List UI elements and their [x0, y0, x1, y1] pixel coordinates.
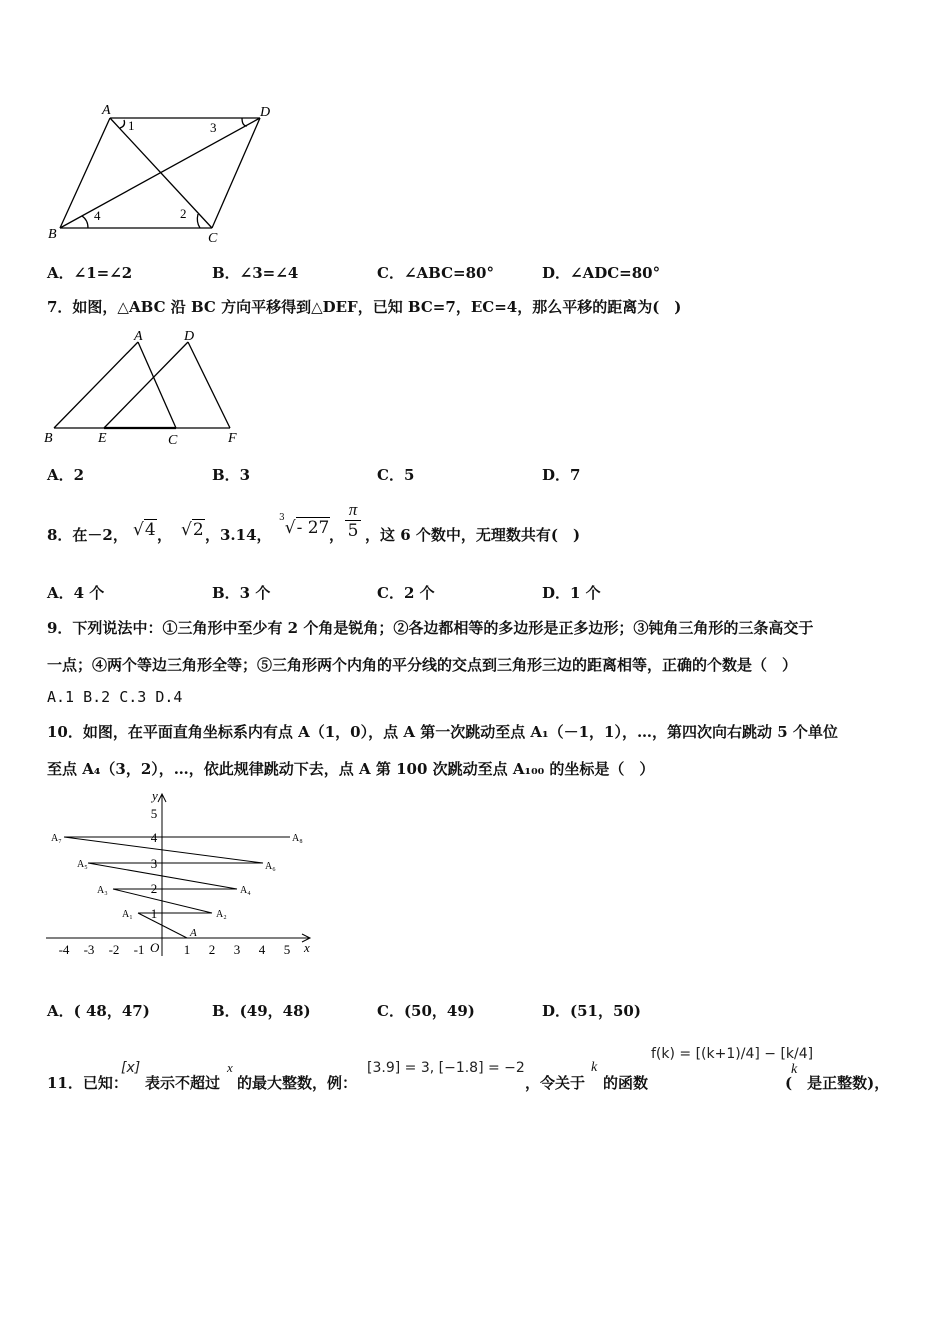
q10-option-c: C．(50，49) — [377, 1002, 475, 1020]
y-tick: 3 — [150, 856, 158, 871]
q8-option-c: C．2 个 — [377, 584, 435, 602]
q6-option-b: B．∠3=∠4 — [212, 264, 299, 282]
point-A6: A₆ — [265, 861, 276, 872]
floor-example: [3.9] = 3, [−1.8] = −2 — [367, 1060, 525, 1076]
q9-line1: 9．下列说法中：①三角形中至少有 2 个角是锐角；②各边都相等的多边形是正多边形；③钝角三角形的三条高交于 — [47, 619, 814, 637]
vertex-C: C — [168, 433, 178, 448]
q6-figure — [40, 98, 280, 246]
vertex-C: C — [208, 231, 218, 246]
var-k: k — [591, 1060, 598, 1075]
cbrt-radicand: - 27 — [296, 518, 330, 538]
x-tick: -1 — [133, 942, 145, 957]
sqrt-2-radicand: 2 — [192, 520, 204, 540]
x-tick: 3 — [233, 942, 241, 957]
point-A1: A₁ — [122, 909, 133, 920]
point-A3: A₃ — [97, 885, 108, 896]
x-tick: 2 — [208, 942, 216, 957]
q6-option-d: D．∠ADC=80° — [542, 264, 661, 282]
var-x: x — [227, 1060, 233, 1075]
point-A7: A₇ — [51, 833, 62, 844]
pi-numerator: π — [348, 500, 358, 519]
y-tick: 2 — [150, 881, 158, 896]
q8-option-d: D．1 个 — [542, 584, 601, 602]
q8-comma1: ， — [157, 526, 173, 544]
vertex-B: B — [44, 431, 53, 446]
cbrt-minus-27: $^3$√- 27 — [279, 513, 330, 538]
q8-comma2: ， — [329, 526, 345, 544]
q6-option-c: C．∠ABC=80° — [377, 264, 494, 282]
q10-option-a: A．( 48，47) — [47, 1002, 150, 1020]
sqrt-4: √4 — [133, 520, 156, 540]
var-k-2: k — [791, 1062, 798, 1077]
sqrt-4-radicand: 4 — [144, 520, 156, 540]
q7-option-d: D．7 — [542, 466, 581, 484]
q11-t2: 的最大整数，例： — [237, 1074, 358, 1092]
q10-coordinate-figure — [40, 786, 320, 966]
q11-prefix: 11．已知： — [47, 1074, 128, 1092]
function-definition: f(k) = [(k+1)/4] − [k/4] — [651, 1046, 814, 1062]
y-tick: 5 — [150, 806, 158, 821]
angle-3: 3 — [210, 120, 217, 135]
x-tick: 1 — [183, 942, 191, 957]
x-axis-label: x — [304, 940, 310, 955]
angle-1: 1 — [128, 118, 135, 133]
q11-t4: 的函数 — [603, 1074, 649, 1092]
vertex-D: D — [184, 329, 195, 344]
fraction-pi-over-5 — [345, 500, 361, 541]
q11-t1: 表示不超过 — [145, 1074, 221, 1092]
point-A: A — [190, 927, 197, 939]
q7-option-b: B．3 — [212, 466, 251, 484]
point-A2: A₂ — [216, 909, 227, 920]
angle-2: 2 — [180, 206, 187, 221]
vertex-A: A — [134, 329, 143, 344]
x-tick: -2 — [108, 942, 120, 957]
q8-suffix: ，这 6 个数中，无理数共有( ) — [365, 526, 581, 544]
q11-t3: ，令关于 — [525, 1074, 586, 1092]
vertex-E: E — [98, 431, 107, 446]
cbrt-index: 3 — [279, 513, 285, 524]
origin-label: O — [150, 940, 160, 955]
vertex-F: F — [228, 431, 237, 446]
q10-option-d: D．(51，50) — [542, 1002, 641, 1020]
x-tick: 5 — [283, 942, 291, 957]
q11-text — [47, 1040, 927, 1100]
q6-option-a: A．∠1=∠2 — [47, 264, 133, 282]
q7-option-a: A．2 — [47, 466, 85, 484]
q9-line2: 一点；④两个等边三角形全等；⑤三角形两个内角的平分线的交点到三角形三边的距离相等，正确的个数是（ ） — [47, 656, 798, 674]
q10-line2: 至点 A₄（3，2），…，依此规律跳动下去，点 A 第 100 次跳动至点 A₁₀₀ 的坐标是（ ） — [47, 760, 655, 778]
x-tick: -3 — [83, 942, 95, 957]
q8-option-a: A．4 个 — [47, 584, 105, 602]
q8-prefix: 8．在－2， — [47, 526, 128, 544]
x-tick: 4 — [258, 942, 266, 957]
point-A5: A₅ — [77, 859, 88, 870]
y-tick: 4 — [150, 830, 158, 845]
five-denominator: 5 — [347, 521, 359, 541]
q8-option-b: B．3 个 — [212, 584, 271, 602]
y-axis-label: y — [152, 788, 158, 803]
q7-figure — [40, 326, 250, 448]
x-tick: -4 — [58, 942, 70, 957]
floor-x: [x] — [121, 1060, 141, 1076]
q11-t5: ( 是正整数)， — [785, 1074, 890, 1092]
angle-4: 4 — [94, 208, 101, 223]
q7-option-c: C．5 — [377, 466, 415, 484]
vertex-A: A — [102, 103, 111, 118]
q10-option-b: B．(49，48) — [212, 1002, 311, 1020]
point-A4: A₄ — [240, 885, 251, 896]
q10-line1: 10．如图，在平面直角坐标系内有点 A（1，0），点 A 第一次跳动至点 A₁（－1，1），…，第四次向右跳动 5 个单位 — [47, 723, 838, 741]
sqrt-2: √2 — [181, 520, 204, 540]
y-tick: 1 — [150, 906, 158, 921]
vertex-B: B — [48, 227, 57, 242]
q8-mid: ，3.14， — [205, 526, 272, 544]
vertex-D: D — [260, 105, 271, 120]
point-A8: A₈ — [292, 833, 303, 844]
q7-text: 7．如图，△ABC 沿 BC 方向平移得到△DEF，已知 BC=7，EC=4，那么平移的距离为( ) — [47, 298, 682, 316]
q9-options: A.1 B.2 C.3 D.4 — [47, 688, 183, 706]
